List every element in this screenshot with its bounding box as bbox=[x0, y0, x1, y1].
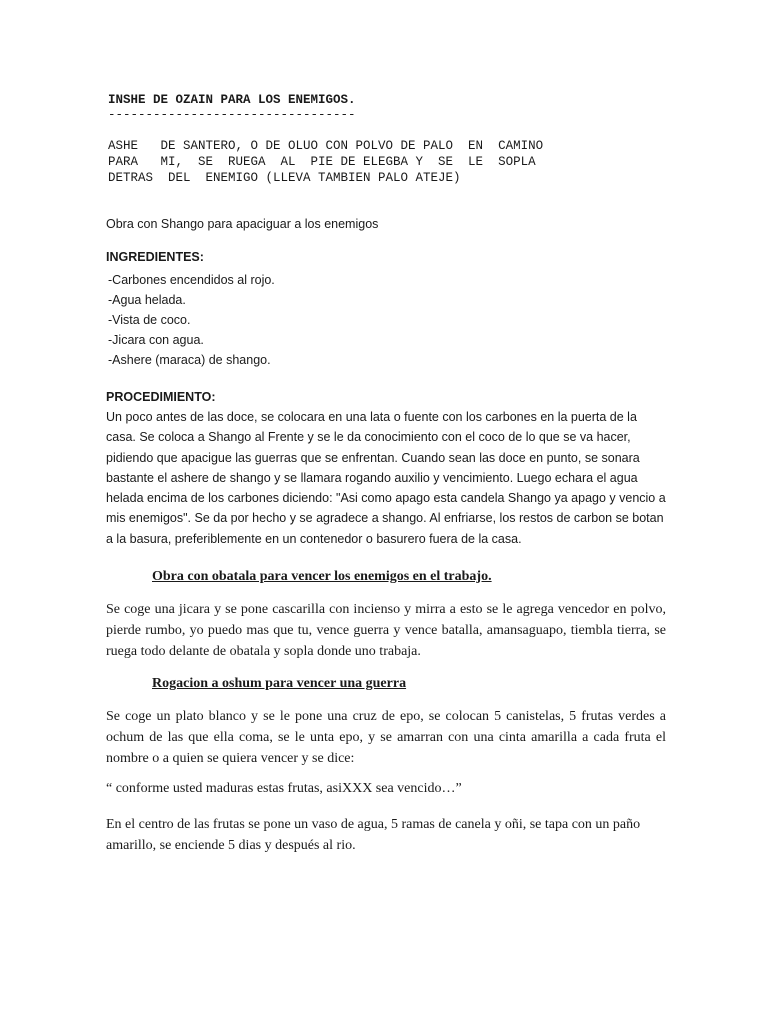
ingredients-heading: INGREDIENTES: bbox=[106, 250, 204, 264]
procedure-body: Un poco antes de las doce, se colocara en una lata o fuente con los carbones en la puerta de la casa. Se coloca a Shango al Frente y se le da conocimiento con el coco de lo que se va hacer, pidiendo que apacigue las guerras que se enfrentan. Cuando sean las doce en punto, se sonara bastante el ashere de shango y se llamara rogando auxilio y vencimiento. Luego echara el agua helada encima de los carbones diciendo: "Asi como apago esta candela Shango ya apago y vencio a mis enemigos". Se da por hecho y se agradece a shango. Al enfriarse, los restos de carbon se botan a la basura, preferiblemente en un contenedor o basurero fuera de la casa. bbox=[106, 410, 666, 546]
section-title-oshum: Rogacion a oshum para vencer una guerra bbox=[152, 676, 407, 691]
section-body-oshum-final: En el centro de las frutas se pone un vaso de agua, 5 ramas de canela y oñi, se tapa con un paño amarillo, se enciende 5 dias y después al rio. bbox=[106, 817, 641, 853]
procedure-heading: PROCEDIMIENTO: bbox=[106, 390, 216, 404]
ingredients-list bbox=[106, 270, 275, 370]
section-title-obatala: Obra con obatala para vencer los enemigos en el trabajo. bbox=[152, 569, 492, 584]
section-body-obatala: Se coge una jicara y se pone cascarilla con incienso y mirra a esto se le agrega vencedor en polvo, pierde rumbo, yo puedo mas que tu, vence guerra y vence batalla, amansaguapo, tiembla tierra, se ruega todo delante de obatala y sopla donde uno trabaja. bbox=[106, 602, 666, 659]
ingredient-item: -Jicara con agua. bbox=[108, 333, 204, 347]
section-title-shango: Obra con Shango para apaciguar a los enemigos bbox=[106, 217, 379, 231]
section-body-inshe: ASHE DE SANTERO, O DE OLUO CON POLVO DE PALO EN CAMINO PARA MI, SE RUEGA AL PIE DE ELEGBA Y SE LE SOPLA DETRAS DEL ENEMIGO (LLEVA TAMBIEN PALO ATEJE) bbox=[108, 139, 544, 185]
title-underline-rule: --------------------------------- bbox=[108, 108, 356, 122]
section-title-inshe: INSHE DE OZAIN PARA LOS ENEMIGOS. bbox=[108, 93, 356, 107]
ingredient-item: -Carbones encendidos al rojo. bbox=[108, 273, 275, 287]
quote-text: “ conforme usted maduras estas frutas, asiXXX sea vencido…” bbox=[106, 781, 462, 796]
ingredient-item: -Vista de coco. bbox=[108, 313, 191, 327]
ingredient-item: -Ashere (maraca) de shango. bbox=[108, 353, 271, 367]
ingredient-item: -Agua helada. bbox=[108, 293, 186, 307]
section-body-oshum: Se coge un plato blanco y se le pone una cruz de epo, se colocan 5 canistelas, 5 frutas verdes a ochum de las que ella coma, se le unta epo, y se amarran con una cinta amarilla a cada fruta el nombre o a quien se quiera vencer y se dice: bbox=[106, 709, 666, 766]
